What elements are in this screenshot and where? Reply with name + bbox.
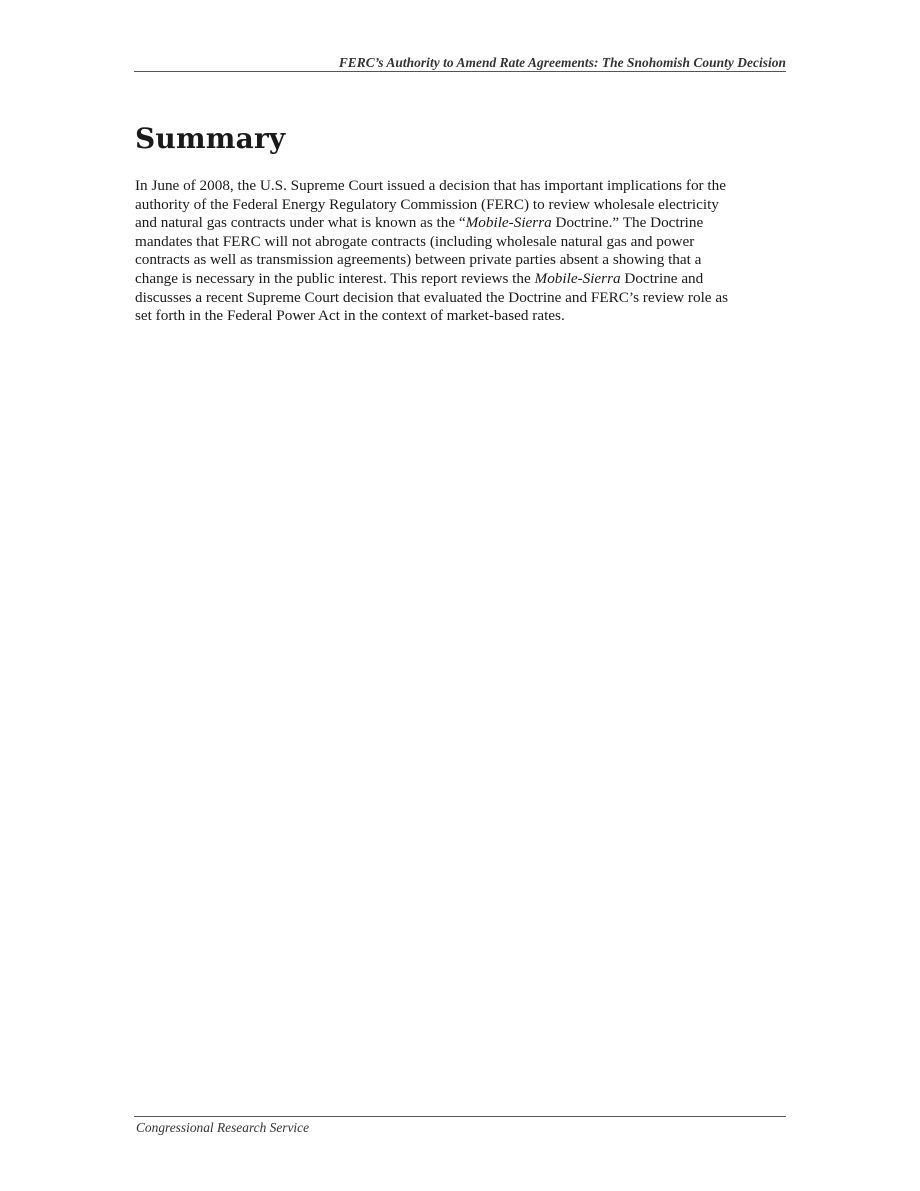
doctrine-name: Mobile-Sierra	[465, 214, 552, 232]
summary-line: mandates that FERC will not abrogate contracts (including wholesale natural gas and power	[135, 232, 695, 250]
summary-line: Doctrine and	[620, 269, 704, 287]
summary-line: and natural gas contracts under what is known as the “	[135, 214, 466, 232]
doctrine-name: Mobile-Sierra	[534, 269, 621, 287]
running-footer: Congressional Research Service	[136, 1120, 310, 1135]
summary-paragraph	[135, 177, 790, 326]
summary-line: contracts as well as transmission agreements) between private parties absent a showing that a	[135, 251, 702, 269]
summary-line: discusses a recent Supreme Court decision that evaluated the Doctrine and FERC’s review role as	[135, 288, 728, 306]
summary-line: change is necessary in the public interest. This report reviews the	[135, 269, 535, 287]
summary-heading: Summary	[135, 122, 286, 155]
footer-divider	[134, 1116, 786, 1117]
summary-line: set forth in the Federal Power Act in the context of market-based rates.	[135, 307, 565, 325]
summary-line: In June of 2008, the U.S. Supreme Court issued a decision that has important implications for the	[135, 177, 726, 194]
header-divider	[134, 71, 786, 72]
summary-line: Doctrine.” The Doctrine	[551, 214, 704, 232]
summary-line: authority of the Federal Energy Regulatory Commission (FERC) to review wholesale electricity	[135, 195, 719, 213]
running-header: FERC’s Authority to Amend Rate Agreements: The Snohomish County Decision	[338, 55, 786, 70]
